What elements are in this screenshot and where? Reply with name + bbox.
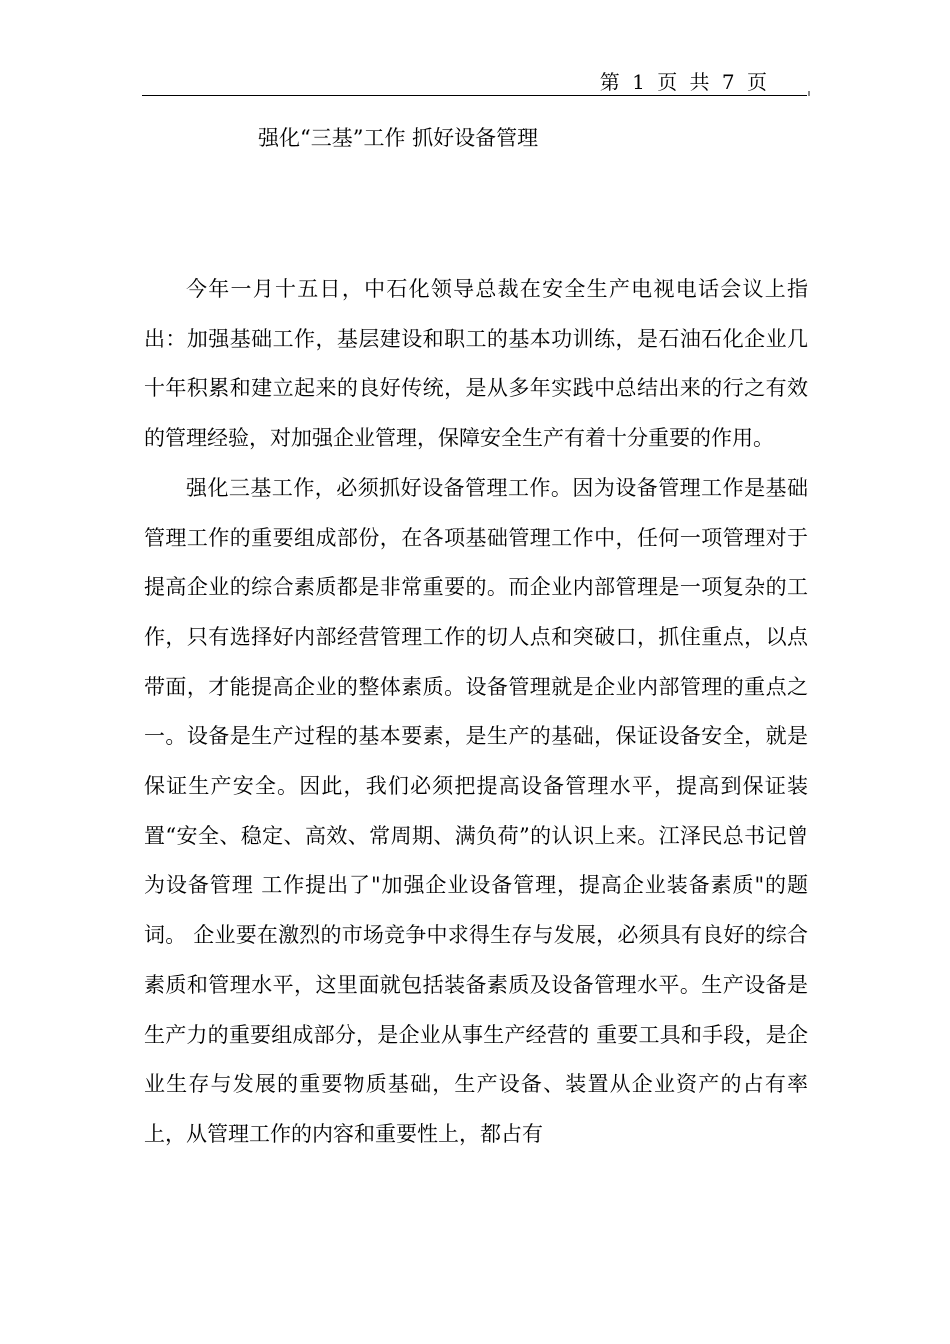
document-body: [144, 265, 808, 1160]
document-title: 强化“三基”工作 抓好设备管理: [258, 126, 539, 150]
page-number: 第 1 页 共 7 页: [599, 70, 770, 94]
header-divider: [142, 95, 807, 96]
header-divider-end-mark: [808, 91, 810, 96]
paragraph: 今年一月十五日，中石化领导总裁在安全生产电视电话会议上指出：加强基础工作，基层建设和职工的基本功训练，是石油石化企业几十年积累和建立起来的良好传统，是从多年实践中总结出来的行之有效的管理经验，对加强企业管理，保障安全生产有着十分重要的作用。: [144, 277, 808, 451]
paragraph: 强化三基工作，必须抓好设备管理工作。因为设备管理工作是基础管理工作的重要组成部份，在各项基础管理工作中，任何一项管理对于提高企业的综合素质都是非常重要的。而企业内部管理是一项复杂的工作，只有选择好内部经营管理工作的切人点和突破口，抓住重点，以点带面，才能提高企业的整体素质。设备管理就是企业内部管理的重点之一。设备是生产过程的基本要素，是生产的基础，保证设备安全，就是保证生产安全。因此，我们必须把提高设备管理水平，提高到保证装置“安全、稳定、高效、常周期、满负荷”的认识上来。江泽民总书记曾为设备管理 工作提出了"加强企业设备管理，提高企业装备素质"的题词。 企业要在激烈的市场竞争中求得生存与发展，必须具有良好的综合素质和管理水平，这里面就包括装备素质及设备管理水平。生产设备是生产力的重要组成部分，是企业从事生产经营的 重要工具和手段，是企业生存与发展的重要物质基础，生产设备、装置从企业资产的占有率上，从管理工作的内容和重要性上，都占有: [144, 475, 808, 1146]
